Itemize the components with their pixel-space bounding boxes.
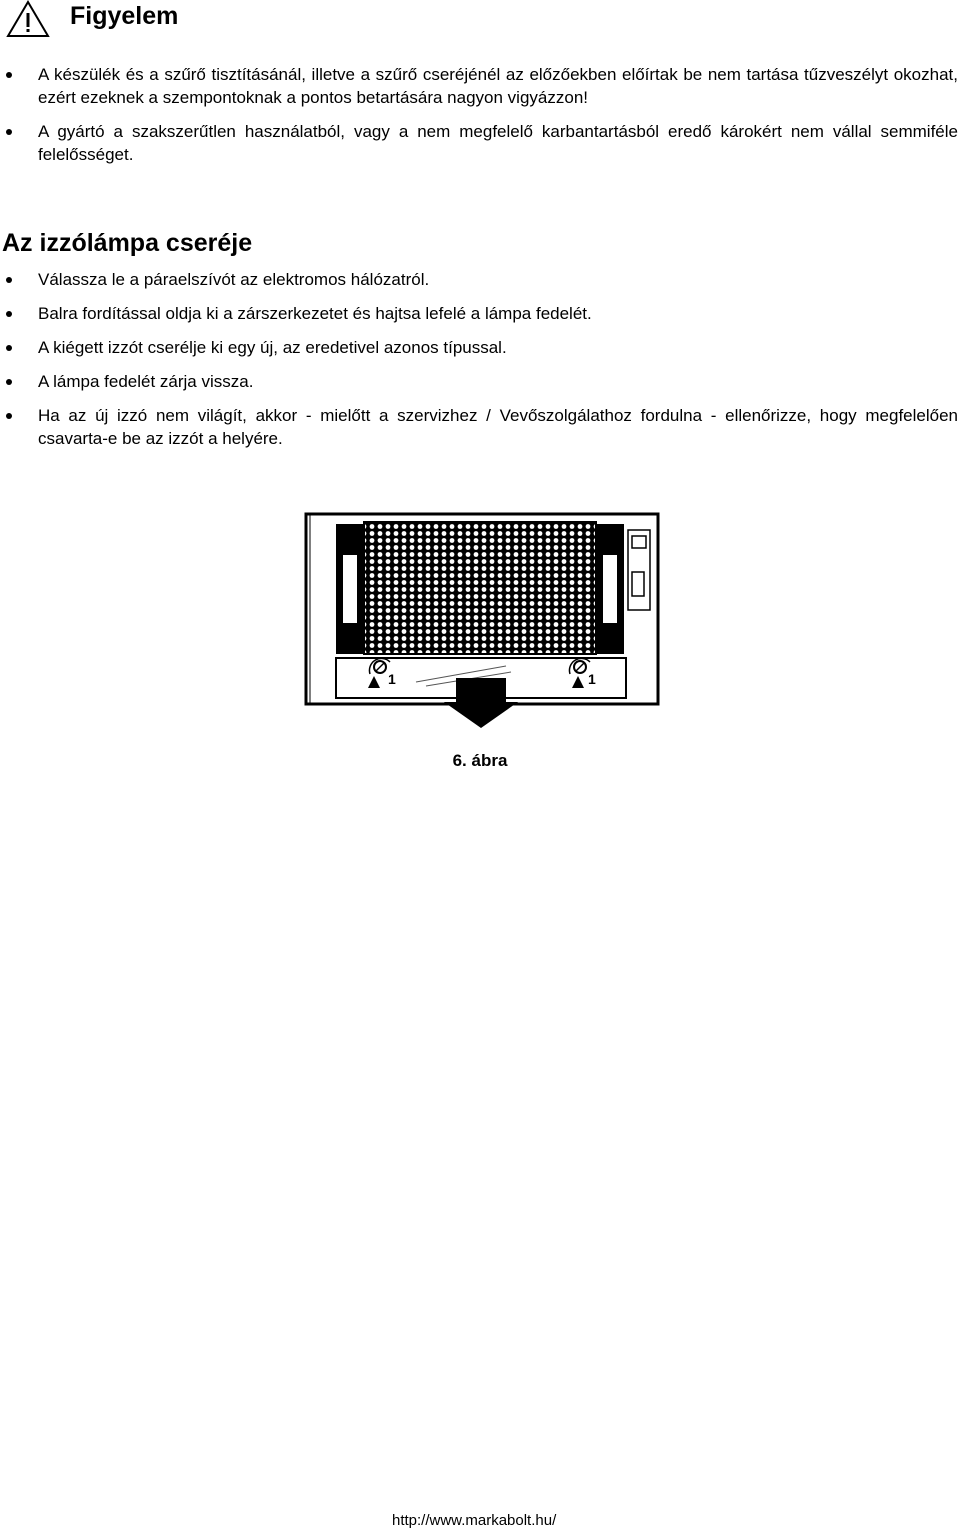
list-item: A gyártó a szakszerűtlen használatból, vagy a nem megfelelő karbantartásból eredő károkért nem vállal semmiféle felelősséget. [0, 120, 960, 166]
hood-lamp-diagram [296, 502, 666, 734]
figure-caption: 6. ábra [452, 751, 508, 770]
list-item: Ha az új izzó nem világít, akkor - mielőtt a szervizhez / Vevőszolgálathoz fordulna - ellenőrizze, hogy megfelelően csavarta-e be az izzót a helyére. [0, 404, 960, 450]
list-item: A kiégett izzót cserélje ki egy új, az eredetivel azonos típussal. [0, 336, 960, 359]
list-item: A lámpa fedelét zárja vissza. [0, 370, 960, 393]
warning-triangle-icon [6, 0, 50, 38]
screw-label-left: 1 [388, 671, 396, 687]
list-item: A készülék és a szűrő tisztításánál, illetve a szűrő cseréjénél az előzőekben előírtak be nem tartása tűzveszélyt okozhat, ezért ezeknek a szempontoknak a pontos betartására nagyon vigyázzon! [0, 63, 960, 109]
list-item: Balra fordítással oldja ki a zárszerkezetet és hajtsa lefelé a lámpa fedelét. [0, 302, 960, 325]
lamp-steps-list [0, 268, 960, 461]
warning-list [0, 63, 960, 177]
footer-url[interactable]: http://www.markabolt.hu/ [392, 1512, 557, 1529]
screw-label-right: 1 [588, 671, 596, 687]
warning-title: Figyelem [70, 2, 179, 30]
section-title: Az izzólámpa cseréje [2, 229, 253, 257]
list-item: Válassza le a páraelszívót az elektromos hálózatról. [0, 268, 960, 291]
